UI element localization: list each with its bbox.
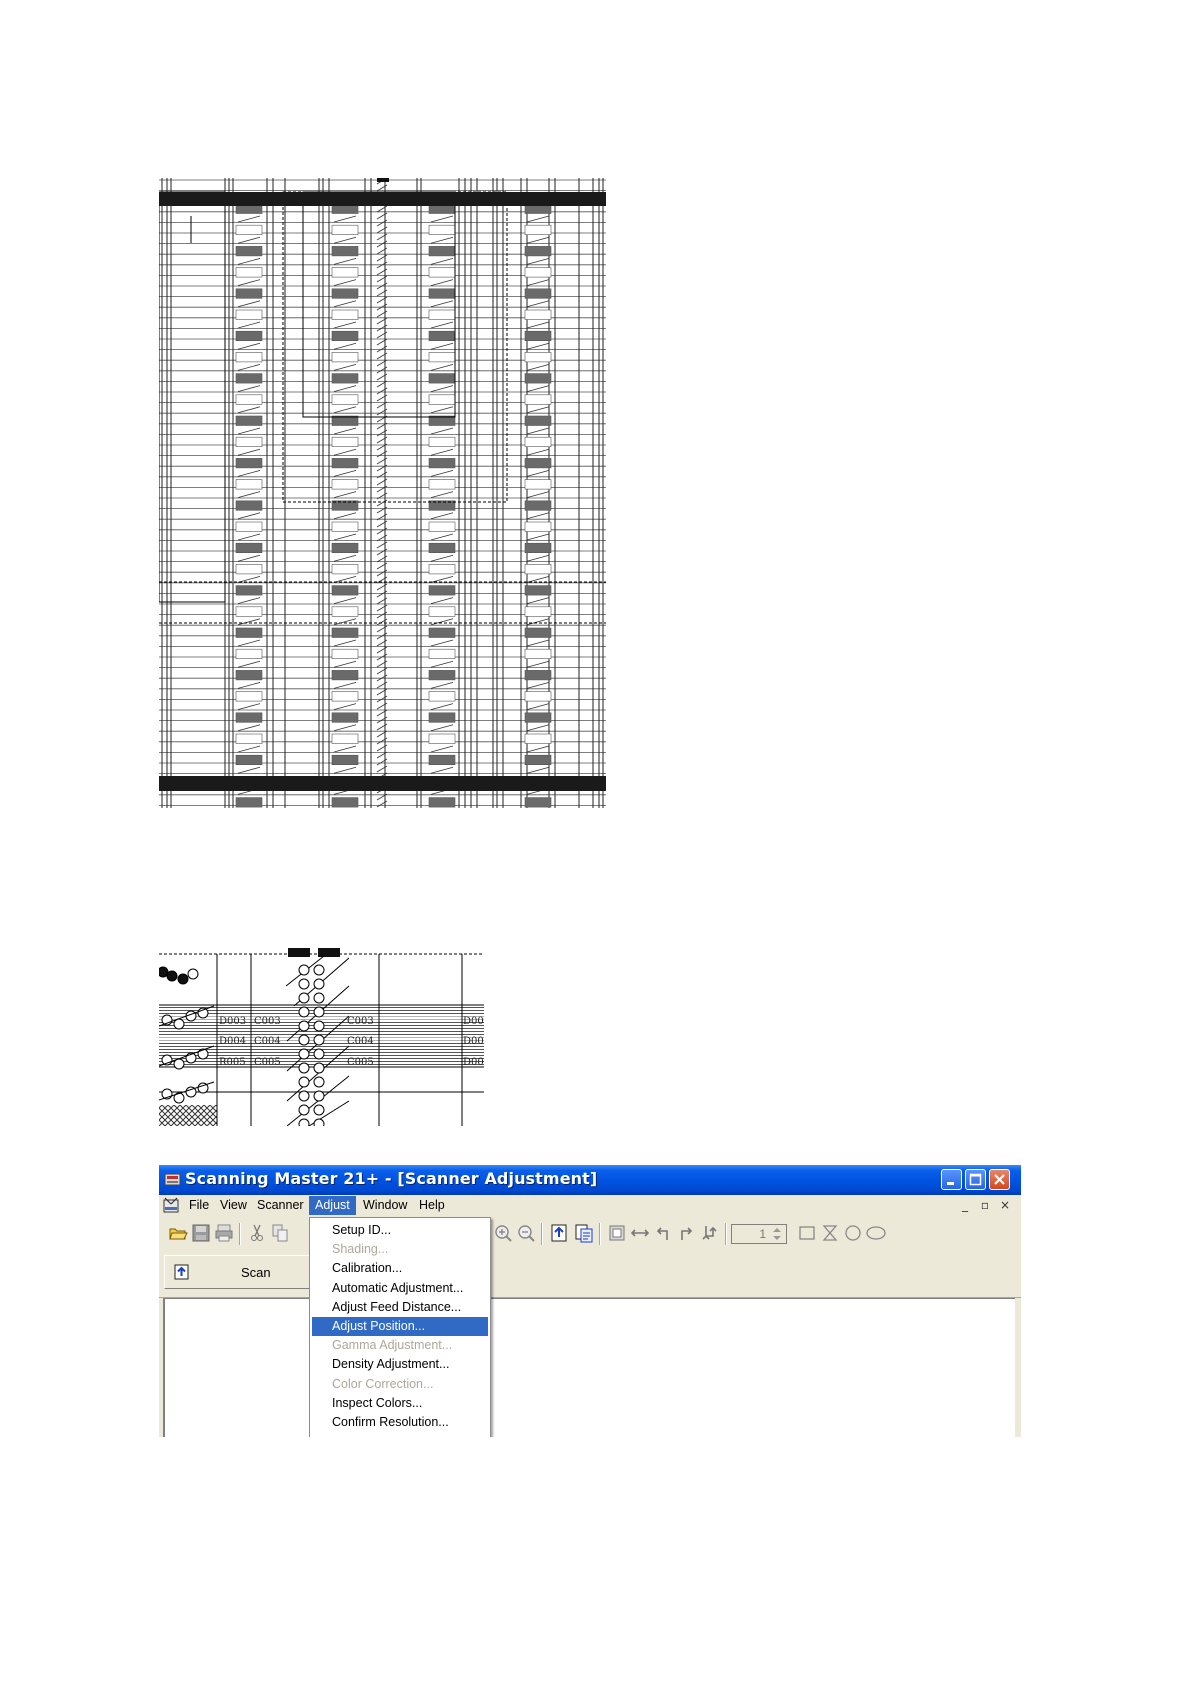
- chart-swatch: [332, 289, 358, 299]
- toolbar: [159, 1219, 1021, 1249]
- test-chart-image: [159, 178, 606, 808]
- zoom-in-button[interactable]: [492, 1222, 514, 1244]
- chart-swatch: [525, 692, 551, 702]
- rotate-right-icon: [675, 1222, 697, 1244]
- chart-swatch: [236, 628, 262, 638]
- chart-swatch: [429, 437, 455, 447]
- chart-swatch: [429, 522, 455, 532]
- menu-adjust[interactable]: Adjust: [309, 1196, 356, 1215]
- chart-swatch: [525, 458, 551, 468]
- chart-swatch: [236, 310, 262, 320]
- detail-edge-code: D00: [463, 1016, 484, 1027]
- detail-edge-code: D00: [463, 1036, 484, 1047]
- menu-adjust-position[interactable]: Adjust Position...: [312, 1317, 488, 1336]
- chart-swatch: [429, 480, 455, 490]
- chart-swatch: [332, 331, 358, 341]
- hourglass-icon: [819, 1222, 841, 1244]
- rectangle-icon: [796, 1222, 818, 1244]
- chart-swatch: [525, 713, 551, 723]
- cut-icon: [246, 1222, 268, 1244]
- chart-swatch: [429, 246, 455, 256]
- chart-swatch: [525, 586, 551, 596]
- rotate-left-button[interactable]: [652, 1222, 674, 1244]
- detail-right-code: C005: [347, 1057, 374, 1068]
- chart-swatch: [429, 501, 455, 511]
- rectangle-tool-button[interactable]: [796, 1222, 818, 1244]
- chart-swatch: [236, 798, 262, 808]
- chart-swatch: [525, 564, 551, 574]
- print-icon: [213, 1222, 235, 1244]
- zoom-out-button[interactable]: [515, 1222, 537, 1244]
- menu-density-adjustment[interactable]: Density Adjustment...: [332, 1357, 450, 1372]
- chart-swatch: [525, 289, 551, 299]
- chart-swatch: [332, 522, 358, 532]
- chart-swatch: [429, 628, 455, 638]
- detail-left-code: C005: [254, 1057, 281, 1068]
- chart-swatch: [525, 310, 551, 320]
- chart-swatch: [525, 522, 551, 532]
- scan-icon: [174, 1264, 190, 1280]
- chart-swatch: [236, 522, 262, 532]
- scan-button-label: Scan: [241, 1265, 271, 1280]
- chart-swatch: [236, 713, 262, 723]
- chart-swatch: [525, 670, 551, 680]
- chart-swatch: [332, 564, 358, 574]
- chart-swatch: [236, 289, 262, 299]
- chart-swatch: [429, 692, 455, 702]
- document-icon: [573, 1222, 595, 1244]
- save-button[interactable]: [190, 1222, 212, 1244]
- test-chart-detail: [159, 946, 484, 1126]
- chart-swatch: [429, 331, 455, 341]
- window-title: Scanning Master 21+ - [Scanner Adjustment]: [185, 1169, 598, 1188]
- hourglass-tool-button[interactable]: [819, 1222, 841, 1244]
- mdi-restore-button[interactable]: ▫: [980, 1198, 990, 1212]
- open-button[interactable]: [167, 1222, 189, 1244]
- chart-swatch: [332, 543, 358, 553]
- chart-swatch: [525, 352, 551, 362]
- copy-button[interactable]: [269, 1222, 291, 1244]
- print-button[interactable]: [213, 1222, 235, 1244]
- chart-swatch: [236, 649, 262, 659]
- chart-swatch: [332, 480, 358, 490]
- chart-marker: [377, 178, 389, 182]
- chart-swatch: [429, 395, 455, 405]
- chart-swatch: [429, 649, 455, 659]
- chart-swatch: [236, 480, 262, 490]
- mdi-close-button[interactable]: ×: [999, 1198, 1011, 1212]
- detail-row-code: R005: [219, 1057, 246, 1068]
- maximize-icon: [966, 1170, 985, 1189]
- rotate-180-button[interactable]: [698, 1222, 720, 1244]
- menu-color-correction: Color Correction...: [332, 1376, 434, 1391]
- menu-file[interactable]: File: [189, 1198, 210, 1212]
- page-number-value: 1: [759, 1227, 766, 1241]
- open-icon: [167, 1222, 189, 1244]
- scan-button[interactable]: [164, 1255, 314, 1289]
- chart-swatch: [525, 374, 551, 384]
- menu-gamma-adjustment: Gamma Adjustment...: [332, 1338, 453, 1353]
- detail-right-code: C004: [347, 1036, 374, 1047]
- document-window-icon[interactable]: [161, 1196, 181, 1216]
- rotate-180-icon: [698, 1222, 720, 1244]
- chart-swatch: [236, 437, 262, 447]
- menu-window[interactable]: Window: [363, 1198, 408, 1212]
- menu-setup-id[interactable]: Setup ID...: [332, 1223, 392, 1237]
- adjust-menu-dropdown: [309, 1217, 491, 1437]
- toolbar-separator: [239, 1223, 241, 1245]
- zoom-in-icon: [492, 1222, 514, 1244]
- crop-icon: [606, 1222, 628, 1244]
- spinner-arrows-icon[interactable]: [770, 1226, 784, 1242]
- copy-icon: [269, 1222, 291, 1244]
- chart-swatch: [332, 607, 358, 617]
- chart-swatch: [429, 713, 455, 723]
- menu-shading: Shading...: [332, 1242, 389, 1257]
- chart-swatch: [236, 395, 262, 405]
- chart-swatch: [525, 480, 551, 490]
- chart-swatch: [429, 374, 455, 384]
- close-button[interactable]: [989, 1169, 1010, 1190]
- chart-swatch: [525, 268, 551, 278]
- chart-swatch: [236, 586, 262, 596]
- toolbar-separator: [725, 1223, 727, 1245]
- chart-swatch: [332, 225, 358, 235]
- chart-swatch: [429, 352, 455, 362]
- chart-swatch: [525, 628, 551, 638]
- circle-icon: [842, 1222, 864, 1244]
- chart-swatch: [525, 734, 551, 744]
- chart-swatch: [525, 437, 551, 447]
- chart-swatch: [332, 268, 358, 278]
- detail-edge-code: D00: [463, 1057, 484, 1068]
- chart-swatch: [332, 734, 358, 744]
- chart-swatch: [236, 246, 262, 256]
- document-workspace[interactable]: [163, 1298, 1015, 1437]
- document-button[interactable]: [573, 1222, 595, 1244]
- command-bar: [159, 1251, 1021, 1298]
- chart-swatch: [236, 374, 262, 384]
- test-chart-graphic: [159, 178, 606, 808]
- flip-button[interactable]: [629, 1222, 651, 1244]
- chart-swatch: [525, 649, 551, 659]
- chart-swatch: [236, 692, 262, 702]
- scan-to-button[interactable]: [549, 1222, 571, 1244]
- chart-swatch: [332, 755, 358, 765]
- chart-swatch: [236, 607, 262, 617]
- chart-swatch: [332, 395, 358, 405]
- chart-swatch: [332, 437, 358, 447]
- chart-swatch: [332, 586, 358, 596]
- detail-left-code: C004: [254, 1036, 281, 1047]
- flip-icon: [629, 1222, 651, 1244]
- circle-tool-button[interactable]: [842, 1222, 864, 1244]
- chart-swatch: [236, 268, 262, 278]
- chart-swatch: [429, 607, 455, 617]
- chart-top-band: [159, 192, 606, 206]
- chart-swatch: [525, 755, 551, 765]
- menu-bar: [159, 1195, 1021, 1217]
- rotate-left-icon: [652, 1222, 674, 1244]
- chart-swatch: [236, 501, 262, 511]
- chart-swatch: [429, 225, 455, 235]
- menu-inspect-colors[interactable]: Inspect Colors...: [332, 1395, 423, 1410]
- ellipse-icon: [865, 1222, 887, 1244]
- chart-swatch: [332, 374, 358, 384]
- chart-swatch: [236, 564, 262, 574]
- chart-swatch: [525, 798, 551, 808]
- minimize-icon: [942, 1170, 961, 1189]
- chart-swatch: [429, 289, 455, 299]
- chart-swatch: [332, 798, 358, 808]
- scanning-master-window: [159, 1165, 1021, 1437]
- menu-view[interactable]: View: [220, 1198, 247, 1212]
- title-bar[interactable]: [159, 1165, 1021, 1195]
- chart-swatch: [236, 670, 262, 680]
- chart-swatch: [332, 352, 358, 362]
- chart-swatch: [525, 246, 551, 256]
- menu-help[interactable]: Help: [419, 1198, 445, 1212]
- chart-swatch: [525, 607, 551, 617]
- chart-swatch: [332, 628, 358, 638]
- chart-swatch: [429, 310, 455, 320]
- chart-swatch: [525, 225, 551, 235]
- chart-swatch: [236, 543, 262, 553]
- save-icon: [190, 1222, 212, 1244]
- crop-button[interactable]: [606, 1222, 628, 1244]
- chart-swatch: [332, 692, 358, 702]
- chart-swatch: [429, 586, 455, 596]
- chart-swatch: [236, 331, 262, 341]
- chart-swatch: [236, 734, 262, 744]
- chart-swatch: [525, 416, 551, 426]
- chart-swatch: [332, 649, 358, 659]
- chart-swatch: [332, 458, 358, 468]
- chart-swatch: [429, 564, 455, 574]
- chart-swatch: [429, 268, 455, 278]
- scan-to-icon: [549, 1222, 571, 1244]
- chart-swatch: [236, 458, 262, 468]
- chart-swatch: [525, 395, 551, 405]
- chart-swatch: [525, 501, 551, 511]
- chart-swatch: [429, 670, 455, 680]
- chart-swatch: [429, 543, 455, 553]
- ellipse-tool-button[interactable]: [865, 1222, 887, 1244]
- maximize-button[interactable]: [965, 1169, 986, 1190]
- mdi-minimize-button[interactable]: _: [962, 1198, 968, 1212]
- chart-swatch: [236, 225, 262, 235]
- chart-swatch: [525, 331, 551, 341]
- chart-swatch: [332, 713, 358, 723]
- app-icon[interactable]: [164, 1171, 181, 1188]
- detail-left-code: C003: [254, 1016, 281, 1027]
- chart-swatch: [332, 310, 358, 320]
- close-icon: [990, 1170, 1009, 1189]
- rotate-right-button[interactable]: [675, 1222, 697, 1244]
- chart-bottom-band: [159, 776, 606, 791]
- detail-row-code: D004: [219, 1036, 247, 1047]
- zoom-out-icon: [515, 1222, 537, 1244]
- chart-swatch: [429, 458, 455, 468]
- chart-swatch: [236, 755, 262, 765]
- toolbar-separator: [599, 1223, 601, 1245]
- chart-swatch: [429, 755, 455, 765]
- page-number-field[interactable]: [731, 1224, 787, 1244]
- detail-right-code: C003: [347, 1016, 374, 1027]
- cut-button[interactable]: [246, 1222, 268, 1244]
- chart-swatch: [525, 543, 551, 553]
- menu-calibration[interactable]: Calibration...: [332, 1261, 403, 1276]
- menu-automatic-adjustment[interactable]: Automatic Adjustment...: [332, 1280, 464, 1295]
- detail-row-code: D003: [219, 1016, 247, 1027]
- minimize-button[interactable]: [941, 1169, 962, 1190]
- chart-swatch: [429, 734, 455, 744]
- detail-graphic: [159, 946, 484, 1126]
- chart-swatch: [236, 416, 262, 426]
- menu-confirm-resolution[interactable]: Confirm Resolution...: [332, 1414, 449, 1429]
- chart-swatch: [236, 352, 262, 362]
- toolbar-separator: [541, 1223, 543, 1245]
- chart-swatch: [332, 670, 358, 680]
- menu-adjust-feed-distance[interactable]: Adjust Feed Distance...: [332, 1299, 462, 1314]
- chart-swatch: [332, 246, 358, 256]
- menu-scanner[interactable]: Scanner: [257, 1198, 304, 1212]
- chart-swatch: [429, 798, 455, 808]
